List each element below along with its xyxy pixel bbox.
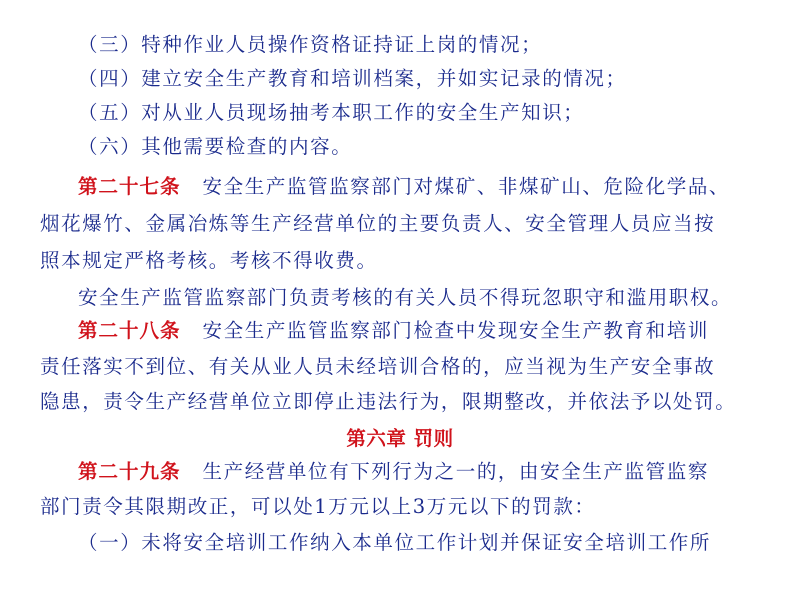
article-29-text-1: 生产经营单位有下列行为之一的，由安全生产监管监察 (202, 460, 709, 483)
article-27-first-line (0, 172, 800, 202)
article-28-text-3: 隐患，责令生产经营单位立即停止违法行为，限期整改，并依法予以处罚。 (40, 390, 737, 413)
article-28-text-1: 安全生产监管监察部门检查中发现安全生产教育和培训 (202, 319, 709, 342)
article-27-text-2: 烟花爆竹、金属冶炼等生产经营单位的主要负责人、安全管理人员应当按 (40, 212, 716, 235)
article-29-first-line (0, 457, 800, 487)
article-29-text-2: 部门责令其限期改正，可以处1万元以上3万元以下的罚款： (40, 495, 596, 518)
item-five: （五）对从业人员现场抽考本职工作的安全生产知识； (78, 101, 585, 124)
article-28-label: 第二十八条 (78, 319, 181, 342)
article-28-first-line (0, 316, 800, 346)
article-27-text-1: 安全生产监管监察部门对煤矿、非煤矿山、危险化学品、 (202, 175, 731, 198)
article-27-label: 第二十七条 (78, 175, 181, 198)
article-29-label: 第二十九条 (78, 460, 181, 483)
article-28-text-2: 责任落实不到位、有关从业人员未经培训合格的，应当视为生产安全事故 (40, 355, 716, 378)
article-29-item-one: （一）未将安全培训工作纳入本单位工作计划并保证安全培训工作所 (78, 531, 712, 554)
item-six: （六）其他需要检查的内容。 (78, 135, 353, 158)
article-27-text-3: 照本规定严格考核。考核不得收费。 (40, 249, 378, 272)
item-four: （四）建立安全生产教育和培训档案，并如实记录的情况； (78, 67, 627, 90)
chapter-heading: 第六章 罚则 (346, 427, 454, 450)
article-27-paragraph-2: 安全生产监管监察部门负责考核的有关人员不得玩忽职守和滥用职权。 (78, 286, 733, 309)
item-three: （三）特种作业人员操作资格证持证上岗的情况； (78, 33, 543, 56)
